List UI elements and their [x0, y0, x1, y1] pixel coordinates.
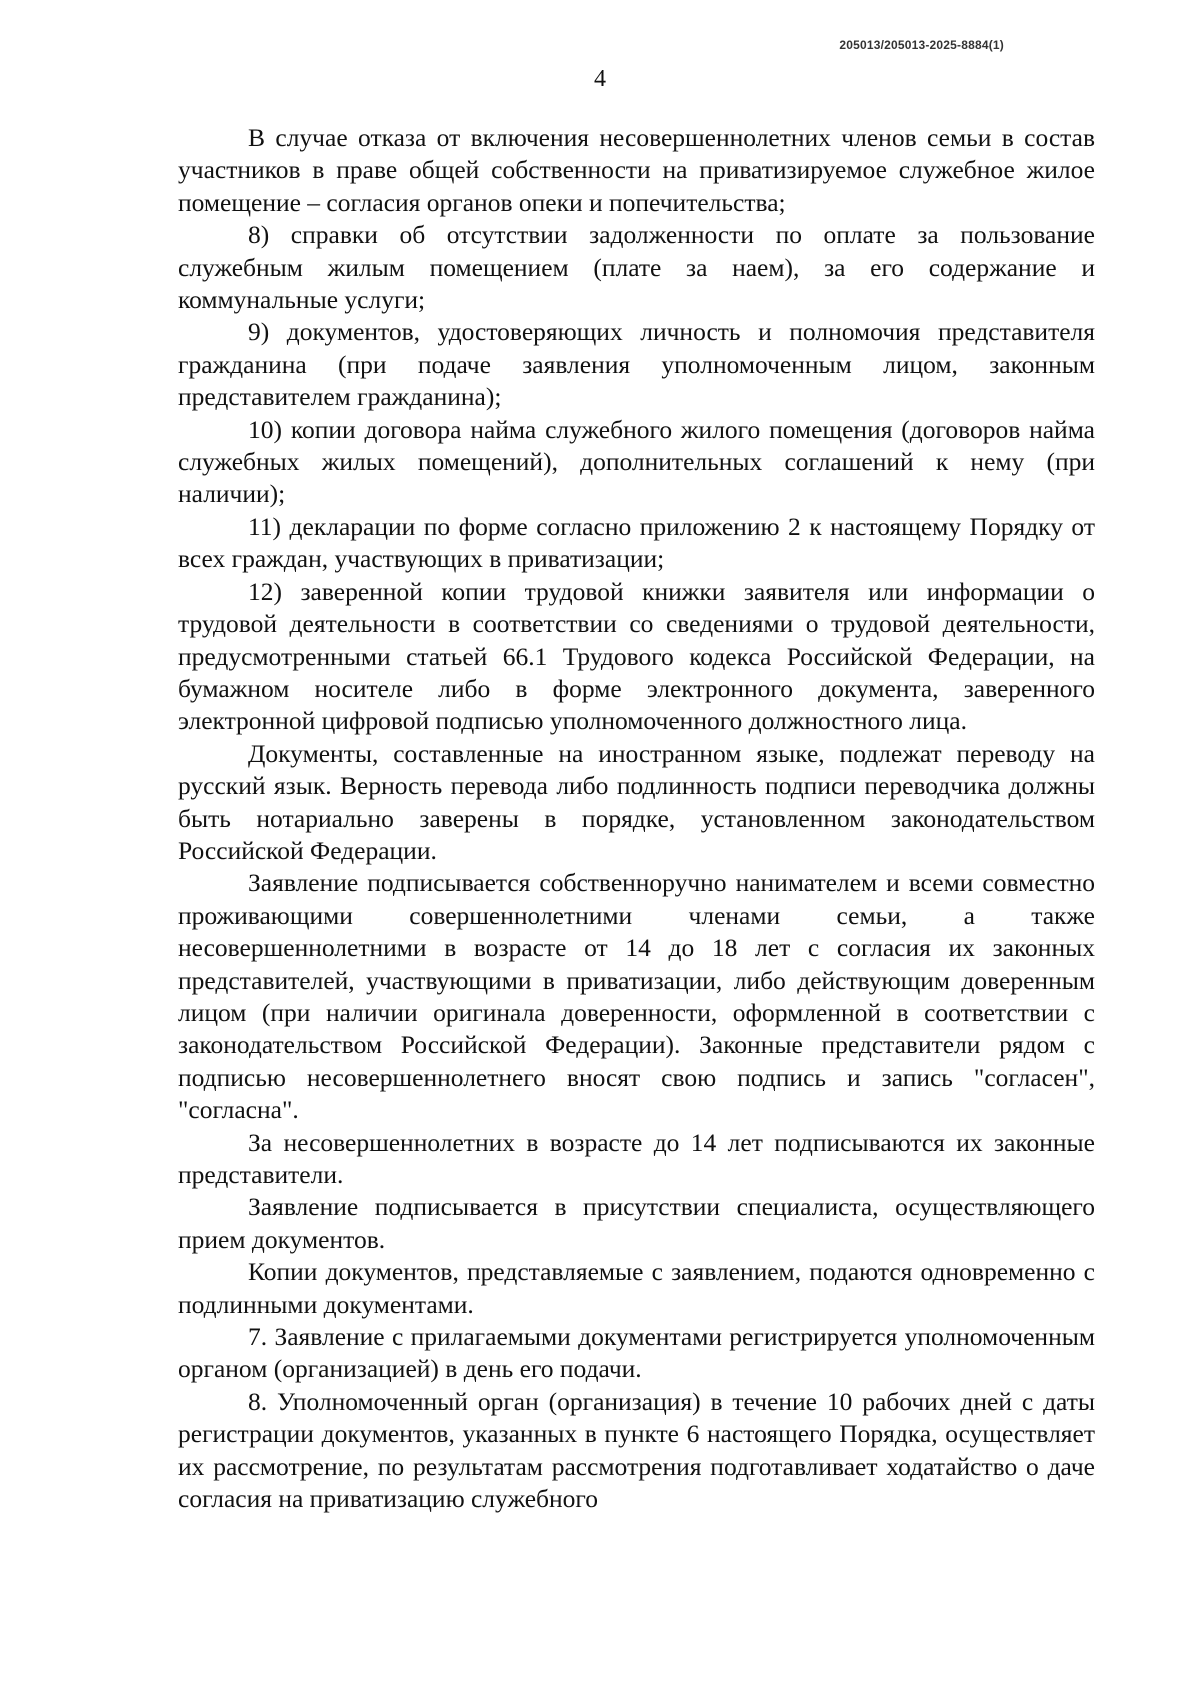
page-number: 4: [594, 66, 606, 92]
paragraph-item-7-registration: 7. Заявление с прилагаемыми документами регистрируется уполномоченным органом (организацией) в день его подачи.: [178, 1322, 1095, 1384]
paragraph-item-9-identity-documents: 9) документов, удостоверяющих личность и полномочия представителя гражданина (при подаче заявления уполномоченным лицом, законным представителем гражданина);: [178, 317, 1095, 412]
paragraph-item-11-declaration: 11) декларации по форме согласно приложению 2 к настоящему Порядку от всех граждан, участвующих в приватизации;: [178, 511, 1095, 574]
paragraph-foreign-language-documents: Документы, составленные на иностранном языке, подлежат переводу на русский язык. Верность перевода либо подлинность подписи переводчика должны быть нотариально заверены в порядке, установленном законодательством Российской Федерации.: [178, 738, 1095, 865]
paragraph-item-8-debt-certificate: 8) справки об отсутствии задолженности по оплате за пользование служебным жилым помещением (плате за наем), за его содержание и коммунальные услуги;: [178, 220, 1095, 315]
paragraph-document-copies: Копии документов, представляемые с заявлением, подаются одновременно с подлинными документами.: [178, 1257, 1095, 1319]
document-body: [178, 122, 1095, 1515]
paragraph-item-10-lease-copy: 10) копии договора найма служебного жилого помещения (договоров найма служебных жилых помещений), дополнительных соглашений к нему (при наличии);: [178, 414, 1095, 509]
paragraph-item-8-review: 8. Уполномоченный орган (организация) в течение 10 рабочих дней с даты регистрации документов, указанных в пункте 6 настоящего Порядка, осуществляет их рассмотрение, по результатам рассмотрения подготавливает ходатайство о даче согласия на приватизацию служебного: [178, 1386, 1095, 1514]
document-id: 205013/205013-2025-8884(1): [839, 38, 1004, 52]
paragraph-minors-under-14: За несовершеннолетних в возрасте до 14 лет подписываются их законные представители.: [178, 1127, 1095, 1189]
paragraph-item-12-employment-record: 12) заверенной копии трудовой книжки заявителя или информации о трудовой деятельности в соответствии со сведениями о трудовой деятельности, предусмотренными статьей 66.1 Трудового кодекса Российской Федерации, на бумажном носителе либо в форме электронного документа, заверенного электронной цифровой подписью уполномоченного должностного лица.: [178, 576, 1095, 736]
paragraph-guardianship-consent: В случае отказа от включения несовершеннолетних членов семьи в состав участников в праве общей собственности на приватизируемое служебное жилое помещение – согласия органов опеки и попечительства;: [178, 123, 1095, 217]
paragraph-application-signing: Заявление подписывается собственноручно нанимателем и всеми совместно проживающими совершеннолетними членами семьи, а также несовершеннолетними в возрасте от 14 до 18 лет с согласия их законных представителей, участвующими в приватизации, либо действующим доверенным лицом (при наличии оригинала доверенности, оформленной в соответствии с законодательством Российской Федерации). Законные представители рядом с подписью несовершеннолетнего вносят свою подпись и запись "согласен", "согласна".: [178, 868, 1095, 1125]
paragraph-signing-presence: Заявление подписывается в присутствии специалиста, осуществляющего прием документов.: [178, 1192, 1095, 1254]
